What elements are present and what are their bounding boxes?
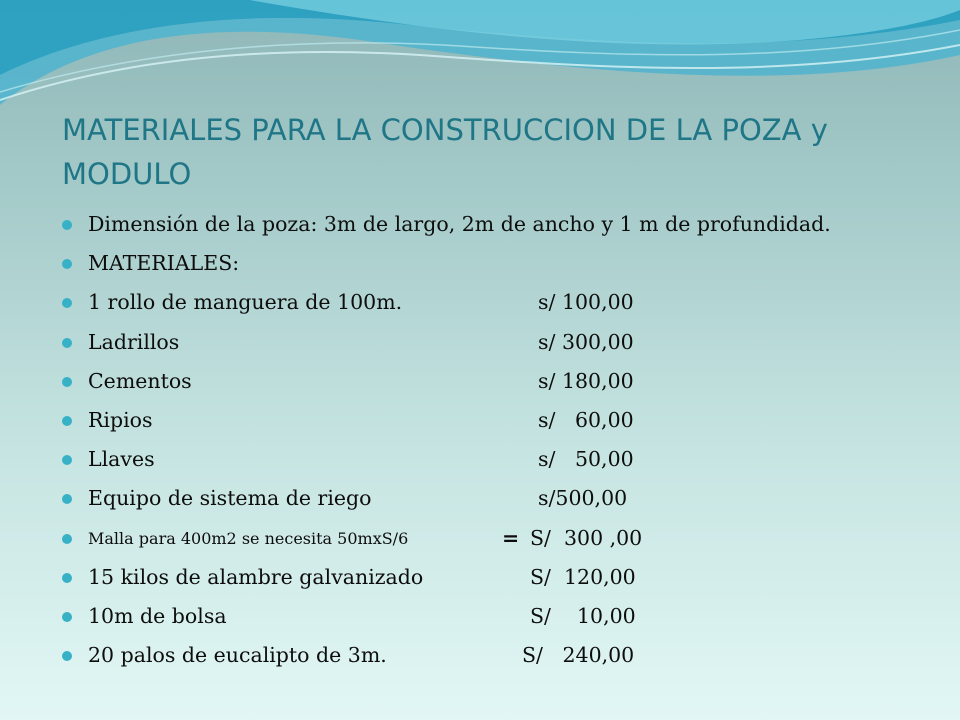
item-price: S/ 300 ,00 [530, 525, 643, 550]
bullet-item [62, 244, 942, 283]
item-price: s/ 180,00 [538, 368, 634, 393]
bullet-text: 20 palos de eucalipto de 3m. [88, 643, 387, 668]
bullet-dot-icon [62, 220, 72, 230]
bullet-dot-icon [62, 377, 72, 387]
bullet-item [62, 401, 942, 440]
bullet-text: Llaves [88, 447, 155, 472]
bullet-text: Malla para 400m2 se necesita 50mxS/6 [88, 528, 409, 548]
bullet-dot-icon [62, 651, 72, 661]
bullet-item [62, 597, 942, 636]
decorative-waves [0, 0, 960, 110]
bullet-text: Cementos [88, 368, 192, 393]
item-price: s/ 300,00 [538, 329, 634, 354]
bullet-dot-icon [62, 494, 72, 504]
bullet-dot-icon [62, 259, 72, 269]
bullet-text: 1 rollo de manguera de 100m. [88, 290, 403, 315]
bullet-text: Equipo de sistema de riego [88, 486, 372, 511]
item-price: S/ 10,00 [530, 603, 636, 628]
item-price: s/ 60,00 [538, 407, 634, 432]
item-price: s/ 50,00 [538, 447, 634, 472]
bullet-item [62, 323, 942, 362]
bullet-text: Ripios [88, 407, 153, 432]
item-price: S/ 240,00 [522, 643, 635, 668]
bullet-item [62, 479, 942, 518]
bullet-dot-icon [62, 298, 72, 308]
bullet-text: 15 kilos de alambre galvanizado [88, 564, 424, 589]
materials-list [62, 205, 942, 675]
bullet-dot-icon [62, 416, 72, 426]
equals-sign: = [502, 525, 520, 550]
bullet-item [62, 519, 942, 558]
bullet-item [62, 636, 942, 675]
slide-title: MATERIALES PARA LA CONSTRUCCION DE LA POZA y MODULO [62, 113, 828, 191]
bullet-dot-icon [62, 338, 72, 348]
bullet-item [62, 558, 942, 597]
item-price: s/ 100,00 [538, 290, 634, 315]
bullet-item [62, 283, 942, 322]
bullet-dot-icon [62, 612, 72, 622]
bullet-dot-icon [62, 455, 72, 465]
bullet-dot-icon [62, 534, 72, 544]
bullet-text: Ladrillos [88, 329, 180, 354]
bullet-item [62, 362, 942, 401]
bullet-text: 10m de bolsa [88, 603, 227, 628]
bullet-text: Dimensión de la poza: 3m de largo, 2m de ancho y 1 m de profundidad. [88, 212, 831, 236]
bullet-dot-icon [62, 573, 72, 583]
bullet-item [62, 205, 942, 244]
bullet-item [62, 440, 942, 479]
item-price: s/500,00 [538, 486, 628, 511]
item-price: S/ 120,00 [530, 564, 636, 589]
bullet-text: MATERIALES: [88, 251, 240, 276]
